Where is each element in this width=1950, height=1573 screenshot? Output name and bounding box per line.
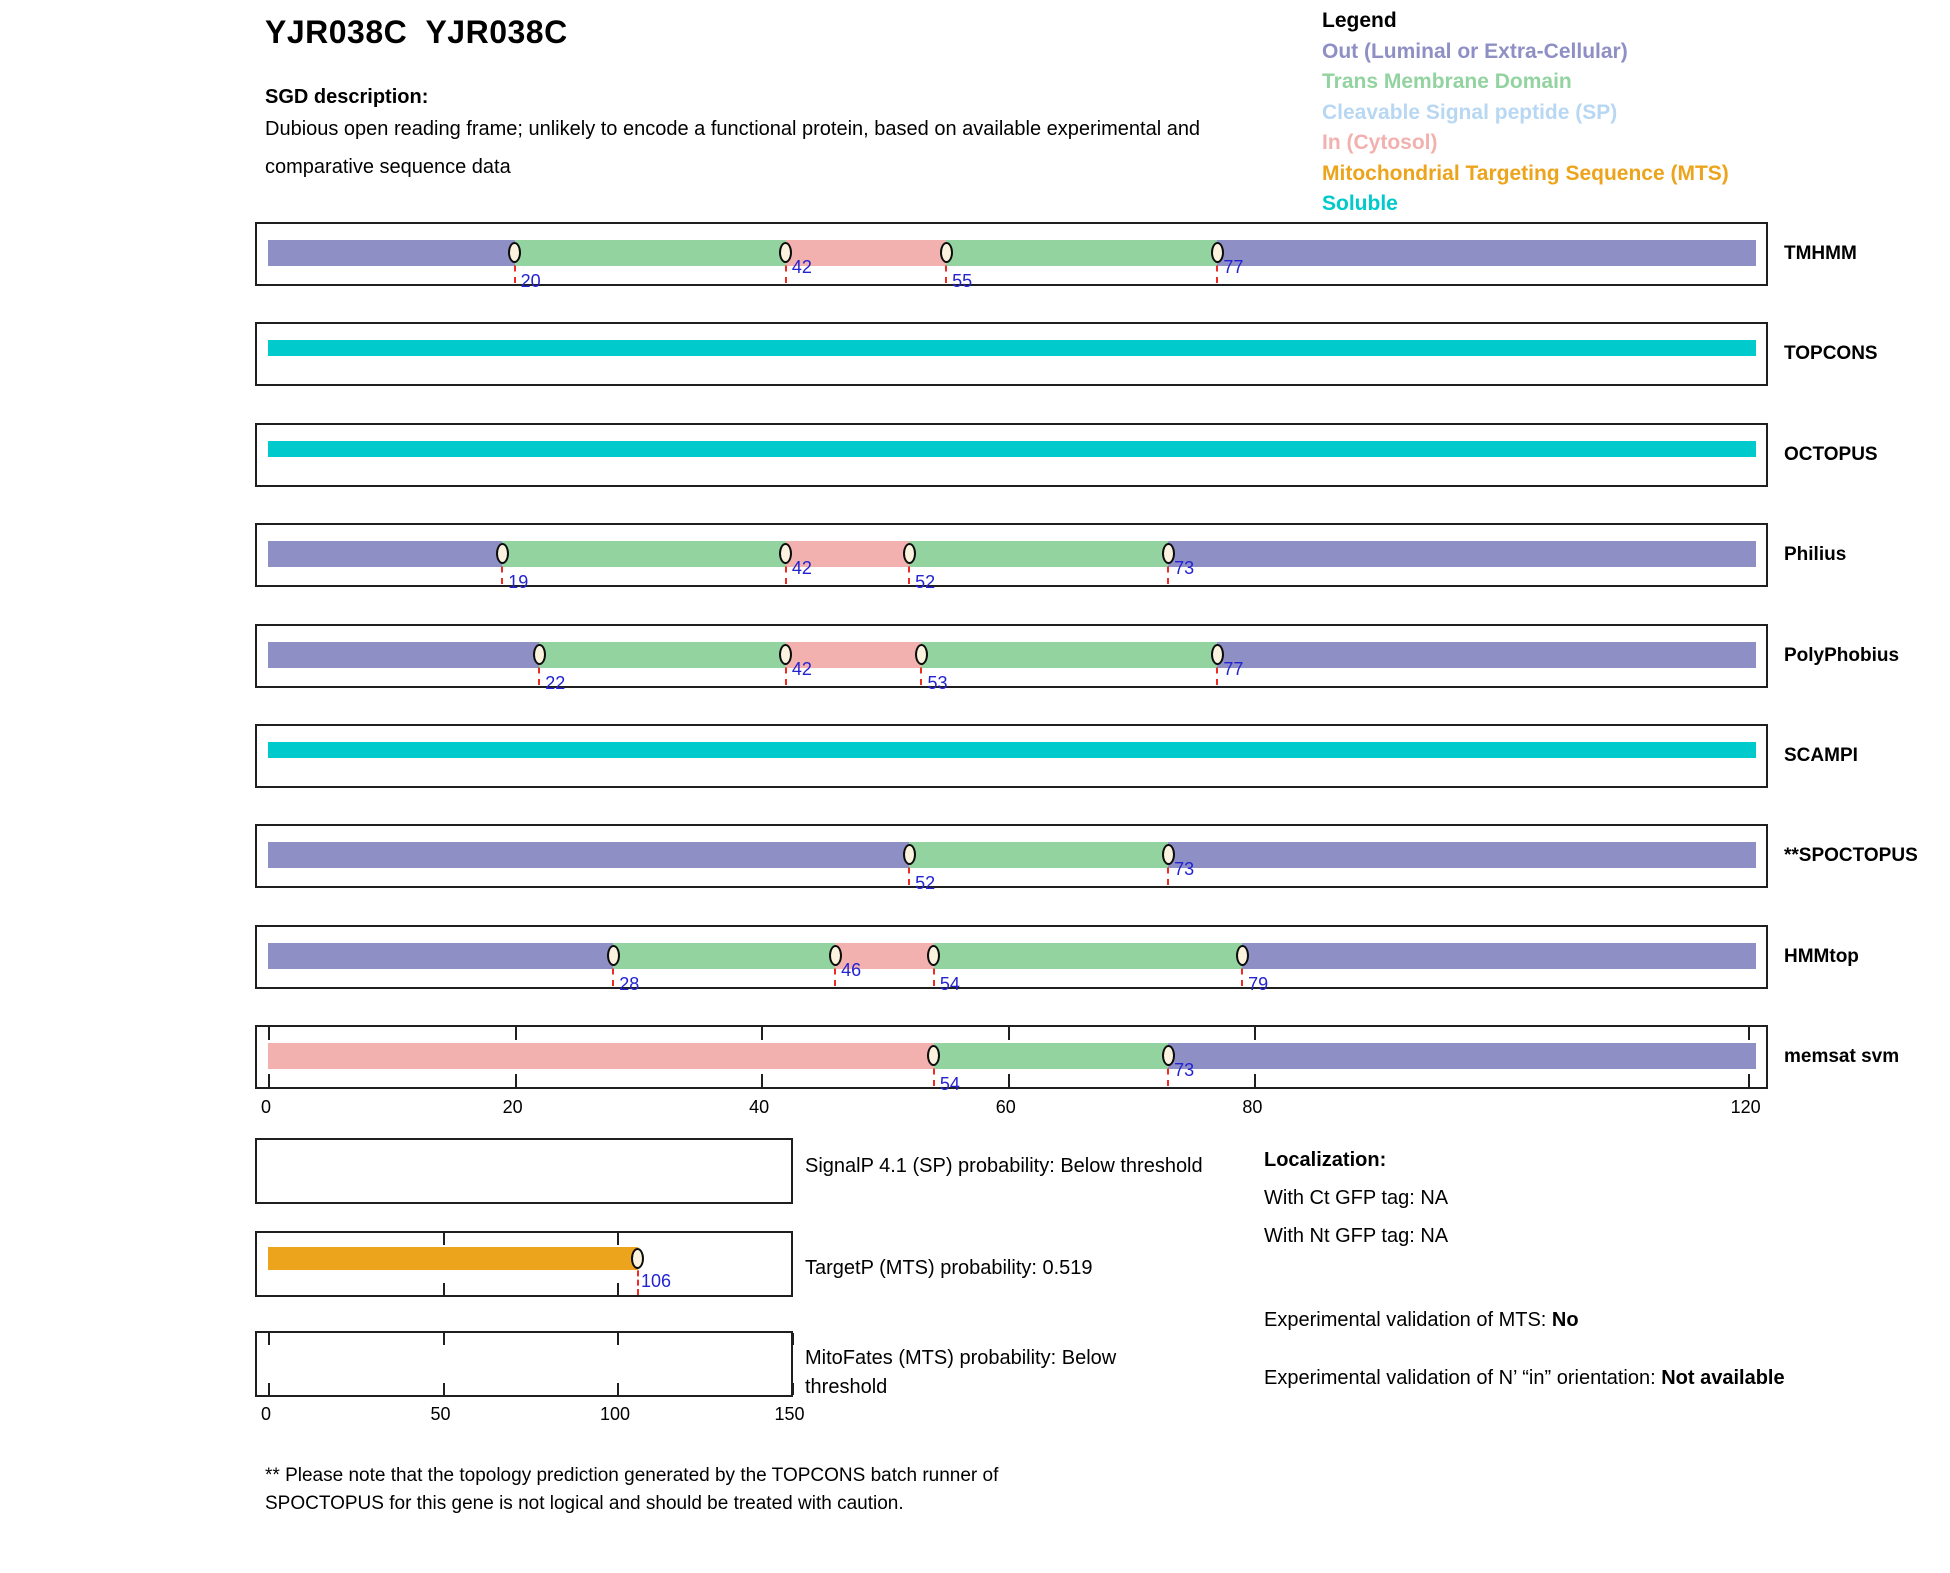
track-row [255, 624, 1768, 693]
sgd-description-label: SGD description: [265, 86, 429, 108]
boundary-marker [940, 242, 953, 263]
track-label-spoctopus: **SPOCTOPUS [1784, 845, 1918, 867]
axis-tick-label: 20 [502, 1097, 523, 1118]
track-bar-segment-tm [539, 642, 786, 668]
boundary-marker [533, 644, 546, 665]
track-label-memsatsvm: memsat svm [1784, 1046, 1900, 1068]
boundary-position-label: 42 [791, 257, 812, 277]
axis-tick [443, 1333, 445, 1345]
track-label-tmhmm: TMHMM [1784, 243, 1857, 264]
axis-tick [1748, 1074, 1750, 1087]
axis-tick [515, 1027, 517, 1040]
axis-tick [617, 1333, 619, 1345]
boundary-position-label: 55 [952, 271, 973, 291]
track-label-scampi: SCAMPI [1784, 745, 1858, 766]
legend-title: Legend [1322, 9, 1397, 32]
track-bar-segment-soluble [268, 340, 1756, 356]
boundary-marker [915, 644, 928, 665]
track-bar-segment-out [268, 642, 539, 668]
track-bar-segment-tm [613, 943, 835, 969]
track-row [255, 423, 1768, 487]
axis-tick-label: 80 [1242, 1097, 1263, 1118]
axis-tick-label: 60 [995, 1097, 1016, 1118]
track-bar-segment-out [1217, 642, 1756, 668]
probability-marker [631, 1248, 644, 1269]
boundary-position-label: 52 [915, 572, 936, 593]
legend-item-trans-membrane: Trans Membrane Domain [1322, 70, 1572, 93]
track-label-polyphobius: PolyPhobius [1784, 644, 1900, 666]
legend-item-signal-peptide: Cleavable Signal peptide (SP) [1322, 100, 1618, 124]
probability-bar-mts [268, 1247, 638, 1270]
boundary-position-label: 42 [791, 558, 812, 579]
signalp-plot-box [255, 1138, 793, 1204]
track-row [255, 824, 1768, 894]
axis-tick [761, 1074, 763, 1087]
boundary-position-label: 28 [619, 973, 640, 994]
boundary-position-label: 22 [545, 672, 566, 693]
track-bar-segment-soluble [268, 742, 1756, 758]
track-bar-segment-out [1168, 842, 1756, 868]
boundary-marker [829, 945, 842, 966]
track-bar-segment-tm [946, 240, 1217, 266]
mts-validation-value: No [1551, 1309, 1579, 1331]
track-bar-segment-out [268, 240, 515, 266]
axis-tick [761, 1027, 763, 1040]
boundary-marker [1211, 644, 1224, 665]
track-bar-segment-out [1168, 541, 1756, 567]
track-row [255, 523, 1768, 593]
legend-item-soluble: Soluble [1322, 192, 1398, 215]
boundary-marker [1162, 1045, 1175, 1066]
track-bar-segment-out [268, 943, 613, 969]
track-bar-segment-out [268, 541, 502, 567]
boundary-position-label: 53 [927, 672, 948, 693]
boundary-position-label: 73 [1174, 558, 1195, 579]
legend-item-in-cytosol: In (Cytosol) [1322, 131, 1438, 154]
axis-tick [443, 1383, 445, 1395]
boundary-position-label: 73 [1174, 1060, 1195, 1081]
axis-tick [792, 1383, 794, 1395]
boundary-marker [903, 543, 916, 564]
legend [1322, 6, 1729, 220]
axis-tick [443, 1283, 445, 1295]
axis-tick-label: 0 [260, 1097, 271, 1118]
axis-tick [268, 1027, 270, 1040]
axis-tick [443, 1233, 445, 1245]
track-label-octopus: OCTOPUS [1784, 443, 1878, 465]
mts-validation-label: Experimental validation of MTS: [1264, 1309, 1552, 1331]
track-bar-segment-soluble [268, 441, 1756, 457]
track-bar-segment-tm [909, 842, 1168, 868]
track-bar-segment-tm [921, 642, 1217, 668]
track-bar-segment-out [1168, 1043, 1756, 1069]
localization-nt-gfp: With Nt GFP tag: NA [1264, 1225, 1449, 1247]
track-bar-segment-tm [502, 541, 786, 567]
localization-title: Localization: [1264, 1149, 1387, 1171]
axis-tick [1748, 1027, 1750, 1040]
axis-tick [617, 1233, 619, 1245]
axis-tick-label: 120 [1730, 1097, 1761, 1118]
boundary-marker [607, 945, 620, 966]
track-row [255, 322, 1768, 386]
track-bar-segment-tm [934, 1043, 1168, 1069]
track-row [255, 925, 1768, 994]
boundary-position-label: 54 [939, 1074, 960, 1095]
sgd-description-text: Dubious open reading frame; unlikely to encode a functional protein, based on available experimental and comparative sequence data [265, 118, 1201, 178]
track-bar-segment-out [268, 842, 909, 868]
prob-axis-tick-label: 50 [430, 1404, 451, 1424]
track-label-philius: Philius [1784, 544, 1847, 566]
axis-tick [268, 1333, 270, 1345]
axis-tick [268, 1074, 270, 1087]
signalp-caption: SignalP 4.1 (SP) probability: Below threshold [805, 1155, 1203, 1177]
mitofates-caption: MitoFates (MTS) probability: Below threshold [805, 1347, 1117, 1398]
targetp-plot-box [255, 1231, 793, 1297]
boundary-marker [1162, 543, 1175, 564]
orientation-validation-line [1264, 1362, 1794, 1395]
axis-tick-label: 40 [749, 1097, 770, 1118]
axis-tick [268, 1383, 270, 1395]
axis-tick [617, 1383, 619, 1395]
axis-tick [617, 1283, 619, 1295]
boundary-position-label: 46 [841, 959, 862, 980]
orientation-validation-label: Experimental validation of N’ “in” orientation: [1264, 1367, 1662, 1389]
axis-tick [1008, 1027, 1010, 1040]
boundary-marker [1162, 844, 1175, 865]
track-bar-segment-out [1217, 240, 1756, 266]
boundary-position-label: 42 [791, 658, 812, 679]
boundary-position-label: 77 [1223, 257, 1244, 277]
page-title: YJR038C YJR038C [265, 14, 568, 50]
spoctopus-footnote: ** Please note that the topology prediction generated by the TOPCONS batch runner of SPOCTOPUS for this gene is not logical and should be treated with caution. [265, 1465, 999, 1514]
probability-marker-label: 106 [640, 1271, 671, 1291]
boundary-marker [508, 242, 521, 263]
prob-axis-tick-label: 150 [774, 1404, 805, 1424]
boundary-marker [903, 844, 916, 865]
track-row [255, 724, 1768, 788]
axis-tick [1008, 1074, 1010, 1087]
orientation-validation-value: Not available [1661, 1367, 1785, 1389]
boundary-position-label: 20 [520, 271, 541, 291]
prob-axis-tick-label: 100 [599, 1404, 631, 1424]
track-bar-segment-tm [909, 541, 1168, 567]
boundary-marker [496, 543, 509, 564]
axis-tick [1254, 1027, 1256, 1040]
axis-tick [1254, 1074, 1256, 1087]
boundary-position-label: 77 [1223, 658, 1244, 679]
targetp-caption: TargetP (MTS) probability: 0.519 [805, 1257, 1093, 1279]
prob-axis-tick-label: 0 [260, 1404, 271, 1424]
boundary-position-label: 79 [1248, 973, 1269, 994]
track-bar-segment-out [1242, 943, 1756, 969]
mts-validation-line [1264, 1304, 1824, 1337]
track-row [255, 222, 1768, 291]
track-label-hmmtop: HMMtop [1784, 945, 1859, 967]
track-bar-segment-tm [515, 240, 786, 266]
localization-ct-gfp: With Ct GFP tag: NA [1264, 1187, 1449, 1209]
boundary-position-label: 73 [1174, 859, 1195, 880]
boundary-marker [1211, 242, 1224, 263]
legend-item-out: Out (Luminal or Extra-Cellular) [1322, 39, 1628, 63]
axis-tick [792, 1333, 794, 1345]
track-bar-segment-tm [934, 943, 1242, 969]
track-bar-segment-in [268, 1043, 934, 1069]
mitofates-plot-box [255, 1331, 793, 1397]
axis-tick [515, 1074, 517, 1087]
legend-item-mts: Mitochondrial Targeting Sequence (MTS) [1322, 161, 1729, 185]
boundary-position-label: 19 [508, 572, 529, 593]
boundary-position-label: 52 [915, 873, 936, 894]
boundary-marker [1236, 945, 1249, 966]
track-row [255, 1025, 1768, 1095]
boundary-position-label: 54 [939, 973, 960, 994]
track-label-topcons: TOPCONS [1784, 343, 1878, 365]
